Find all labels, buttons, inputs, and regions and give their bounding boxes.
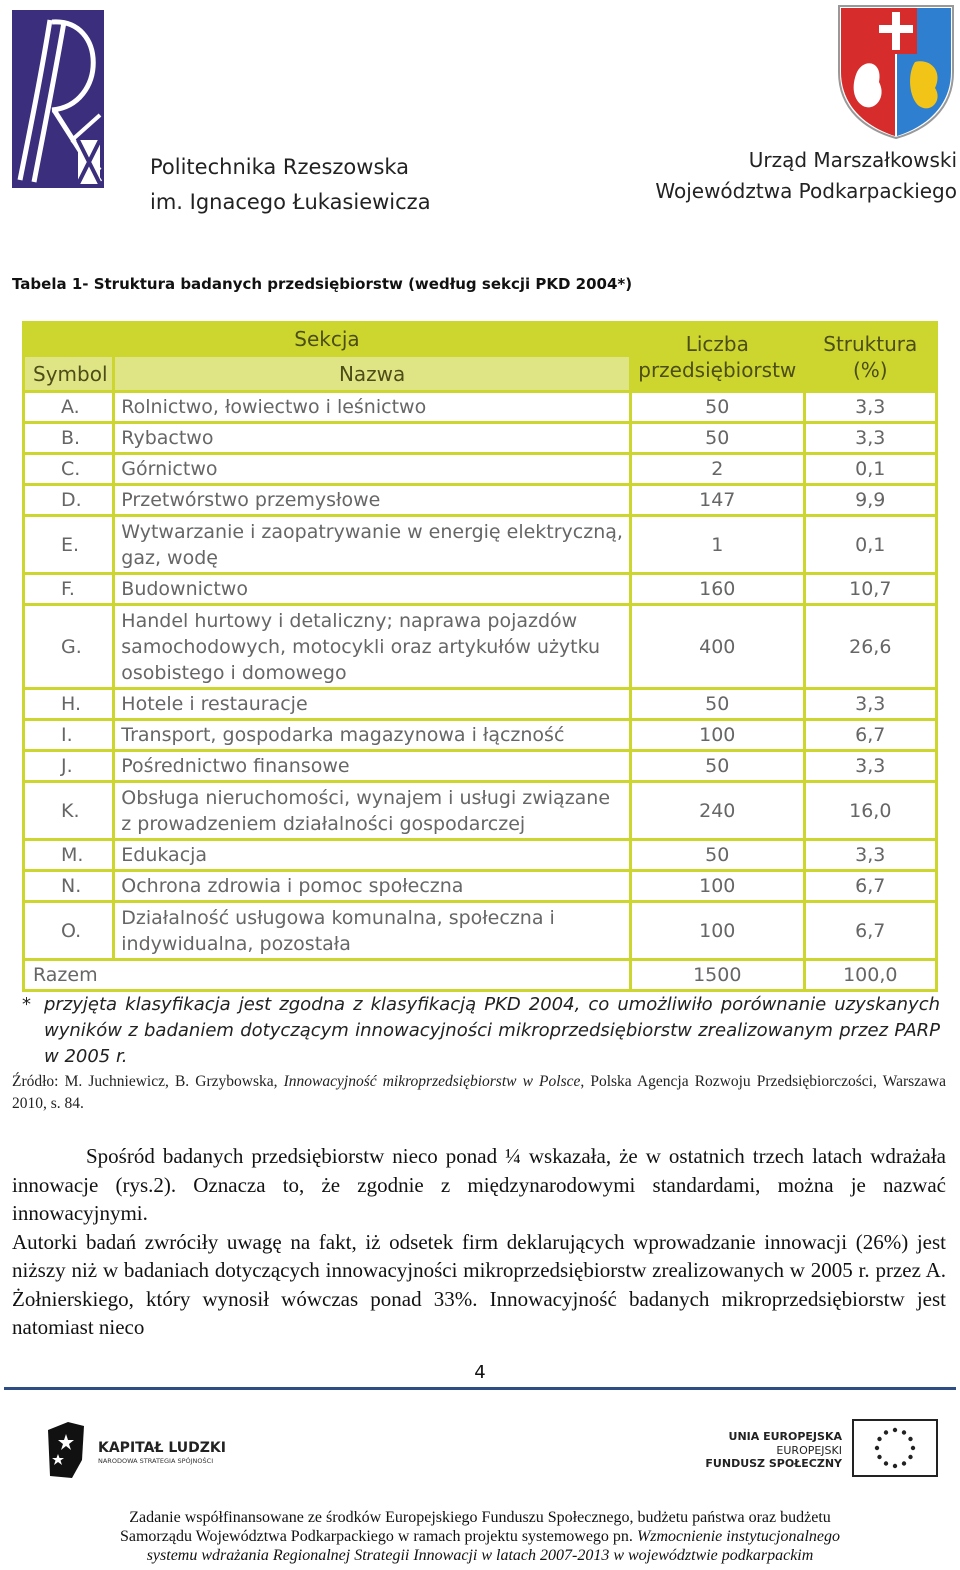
row-name: Wytwarzanie i zaopatrywanie w energię elektryczną, gaz, wodę bbox=[115, 517, 629, 572]
row-name: Transport, gospodarka magazynowa i łączność bbox=[115, 721, 629, 749]
footer-line2-italic: Wzmocnienie instytucjonalnego bbox=[636, 1528, 840, 1545]
office-name-line2: Województwa Podkarpackiego bbox=[655, 179, 957, 203]
row-share: 6,7 bbox=[806, 903, 935, 958]
table-row bbox=[25, 486, 935, 514]
row-symbol: G. bbox=[25, 606, 112, 687]
table-row bbox=[25, 517, 935, 572]
table-row bbox=[25, 690, 935, 718]
row-name: Edukacja bbox=[115, 841, 629, 869]
university-name bbox=[150, 150, 431, 220]
row-count: 160 bbox=[632, 575, 803, 603]
row-count: 240 bbox=[632, 783, 803, 838]
footer-line2-plain: Samorządu Województwa Podkarpackiego w ramach projektu systemowego pn. bbox=[119, 1528, 637, 1545]
row-name: Handel hurtowy i detaliczny; naprawa pojazdów samochodowych, motocykli oraz artykułów użytku osobistego i domowego bbox=[115, 606, 629, 687]
total-share: 100,0 bbox=[806, 961, 935, 989]
row-symbol: E. bbox=[25, 517, 112, 572]
table-caption: Tabela 1- Struktura badanych przedsiębiorstw (według sekcji PKD 2004*) bbox=[12, 275, 633, 293]
row-symbol: K. bbox=[25, 783, 112, 838]
row-count: 1 bbox=[632, 517, 803, 572]
row-name: Hotele i restauracje bbox=[115, 690, 629, 718]
row-symbol: I. bbox=[25, 721, 112, 749]
row-share: 10,7 bbox=[806, 575, 935, 603]
page-number: 4 bbox=[474, 1362, 486, 1383]
row-name: Rolnictwo, łowiectwo i leśnictwo bbox=[115, 393, 629, 421]
header-struktura: Struktura (%) bbox=[806, 324, 935, 390]
row-symbol: D. bbox=[25, 486, 112, 514]
row-symbol: F. bbox=[25, 575, 112, 603]
row-symbol: A. bbox=[25, 393, 112, 421]
politechnika-logo bbox=[12, 10, 104, 188]
row-count: 50 bbox=[632, 690, 803, 718]
row-share: 9,9 bbox=[806, 486, 935, 514]
footer-divider bbox=[4, 1387, 956, 1390]
header-sekcja: Sekcja bbox=[25, 324, 629, 354]
footnote-text: przyjęta klasyfikacja jest zgodna z klasyfikacją PKD 2004, co umożliwiło porównanie uzyskanych wyników z badaniem dotyczącym innowacyjności mikroprzedsiębiorstw zrealizowanym przez PARP w 2005 r. bbox=[44, 994, 940, 1067]
row-count: 50 bbox=[632, 424, 803, 452]
row-symbol: H. bbox=[25, 690, 112, 718]
eu-line2: EUROPEJSKI bbox=[776, 1443, 842, 1457]
table-row bbox=[25, 783, 935, 838]
eu-fund-label bbox=[705, 1430, 842, 1471]
table-row bbox=[25, 575, 935, 603]
total-count: 1500 bbox=[632, 961, 803, 989]
row-count: 100 bbox=[632, 721, 803, 749]
footer-line2 bbox=[0, 1527, 960, 1546]
row-share: 6,7 bbox=[806, 872, 935, 900]
footnote-mark: * bbox=[22, 994, 31, 1015]
row-name: Przetwórstwo przemysłowe bbox=[115, 486, 629, 514]
header-symbol: Symbol bbox=[25, 357, 112, 390]
paragraph: Autorki badań zwróciły uwagę na fakt, iż odsetek firm deklarujących wprowadzanie innowacji (26%) jest niższy niż w badaniach dotyczących innowacyjności mikroprzedsiębiorstw zrealizowanych w 2005 r. przez A. Żołnierskiego, który wynosił wówczas ponad 33%. Innowacyjność badanych mikroprzedsiębiorstw jest natomiast nieco bbox=[12, 1229, 946, 1339]
university-name-line2: im. Ignacego Łukasiewicza bbox=[150, 190, 431, 214]
row-share: 0,1 bbox=[806, 455, 935, 483]
kapital-ludzki-logo bbox=[44, 1420, 88, 1480]
row-symbol: C. bbox=[25, 455, 112, 483]
footer-line3 bbox=[0, 1546, 960, 1565]
row-name: Górnictwo bbox=[115, 455, 629, 483]
funding-footer bbox=[0, 1508, 960, 1565]
row-symbol: N. bbox=[25, 872, 112, 900]
row-share: 26,6 bbox=[806, 606, 935, 687]
row-name: Rybactwo bbox=[115, 424, 629, 452]
table-row bbox=[25, 606, 935, 687]
source-citation bbox=[12, 1071, 946, 1115]
footer-line3-italic: systemu wdrażania Regionalnej Strategii Innowacji w latach 2007-2013 w województwie podkarpackim bbox=[146, 1547, 814, 1564]
row-count: 2 bbox=[632, 455, 803, 483]
office-name-line1: Urząd Marszałkowski bbox=[748, 148, 957, 172]
row-share: 3,3 bbox=[806, 841, 935, 869]
source-suffix: , Polska Agencja Rozwoju Przedsiębiorczości, Warszawa 2010, s. 84. bbox=[12, 1073, 946, 1112]
source-prefix: Źródło: M. Juchniewicz, B. Grzybowska, bbox=[12, 1073, 284, 1090]
row-symbol: O. bbox=[25, 903, 112, 958]
total-row bbox=[25, 961, 935, 989]
row-name: Obsługa nieruchomości, wynajem i usługi związane z prowadzeniem działalności gospodarczej bbox=[115, 783, 629, 838]
row-share: 0,1 bbox=[806, 517, 935, 572]
table-row bbox=[25, 393, 935, 421]
eu-line3: FUNDUSZ SPOŁECZNY bbox=[705, 1457, 842, 1470]
row-count: 50 bbox=[632, 752, 803, 780]
row-count: 400 bbox=[632, 606, 803, 687]
table-row bbox=[25, 752, 935, 780]
row-share: 6,7 bbox=[806, 721, 935, 749]
table-row bbox=[25, 841, 935, 869]
row-share: 3,3 bbox=[806, 393, 935, 421]
table-row bbox=[25, 424, 935, 452]
row-count: 147 bbox=[632, 486, 803, 514]
footer-line1: Zadanie współfinansowane ze środków Europejskiego Funduszu Społecznego, budżetu państwa oraz budżetu bbox=[129, 1509, 831, 1526]
row-count: 50 bbox=[632, 841, 803, 869]
eu-flag-icon bbox=[852, 1419, 938, 1477]
paragraph: Spośród badanych przedsiębiorstw nieco ponad ¼ wskazała, że w ostatnich trzech latach wdrażała innowacje (rys.2). Oznacza to, że zgodnie z międzynarodowymi standardami, można je nazwać innowacyjnymi. bbox=[12, 1144, 946, 1225]
kl-title: KAPITAŁ LUDZKI bbox=[98, 1440, 226, 1456]
university-name-line1: Politechnika Rzeszowska bbox=[150, 155, 410, 179]
source-title: Innowacyjność mikroprzedsiębiorstw w Polsce bbox=[283, 1073, 581, 1090]
table-row bbox=[25, 903, 935, 958]
table-footnote bbox=[22, 992, 940, 1070]
row-name: Ochrona zdrowia i pomoc społeczna bbox=[115, 872, 629, 900]
row-name: Działalność usługowa komunalna, społeczna i indywidualna, pozostała bbox=[115, 903, 629, 958]
row-count: 100 bbox=[632, 903, 803, 958]
row-share: 3,3 bbox=[806, 752, 935, 780]
row-symbol: J. bbox=[25, 752, 112, 780]
table-row bbox=[25, 872, 935, 900]
row-symbol: M. bbox=[25, 841, 112, 869]
row-count: 100 bbox=[632, 872, 803, 900]
office-name bbox=[655, 145, 957, 207]
header-nazwa: Nazwa bbox=[115, 357, 629, 390]
row-symbol: B. bbox=[25, 424, 112, 452]
row-share: 3,3 bbox=[806, 424, 935, 452]
table-row bbox=[25, 721, 935, 749]
kl-subtitle: NARODOWA STRATEGIA SPÓJNOŚCI bbox=[98, 1457, 214, 1465]
eu-line1: UNIA EUROPEJSKA bbox=[728, 1430, 842, 1443]
podkarpackie-crest bbox=[835, 2, 957, 140]
pkd-structure-table bbox=[22, 321, 938, 992]
header-liczba: Liczba przedsiębiorstw bbox=[632, 324, 803, 390]
row-share: 16,0 bbox=[806, 783, 935, 838]
row-name: Pośrednictwo finansowe bbox=[115, 752, 629, 780]
row-share: 3,3 bbox=[806, 690, 935, 718]
body-text bbox=[12, 1142, 946, 1342]
row-count: 50 bbox=[632, 393, 803, 421]
table-row bbox=[25, 455, 935, 483]
total-label: Razem bbox=[25, 961, 629, 989]
row-name: Budownictwo bbox=[115, 575, 629, 603]
